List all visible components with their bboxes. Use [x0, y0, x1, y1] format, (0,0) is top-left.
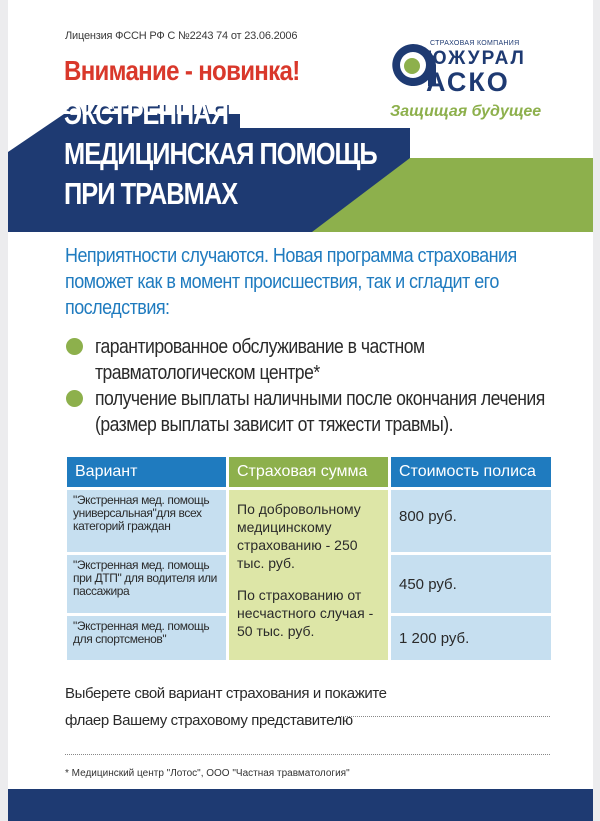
sum-accident: По страхованию от несчастного случая - 50 тыс. руб.	[237, 587, 374, 639]
bullet-dot-icon	[66, 390, 83, 407]
cta-line-2: флаер Вашему страховому представителю	[65, 712, 353, 729]
title-line-1: ЭКСТРЕННАЯ	[64, 96, 228, 131]
row-2-variant: "Экстренная мед. помощь при ДТП" для водителя или пассажира	[67, 555, 226, 613]
fill-in-line	[338, 716, 550, 717]
row-2-price: 450 руб.	[391, 555, 551, 613]
logo-company-type: СТРАХОВАЯ КОМПАНИЯ	[430, 40, 520, 47]
logo-name-line2: АСКО	[426, 67, 510, 97]
attention-heading: Внимание - новинка!	[64, 55, 300, 86]
header-price: Стоимость полиса	[391, 457, 551, 487]
cta-line-1: Выберете свой вариант страхования и покажите	[65, 685, 387, 702]
fill-in-line	[65, 754, 550, 755]
logo-slogan: Защищая будущее	[390, 103, 542, 120]
logo-name-line1: ЮЖУРАЛ	[427, 48, 526, 69]
row-1-variant: "Экстренная мед. помощь универсальная"для всех категорий граждан	[67, 490, 226, 552]
benefits-list	[65, 334, 593, 438]
benefit-item: гарантированное обслуживание в частном травматологическом центре*	[65, 334, 593, 386]
insurance-sum-cell	[229, 490, 388, 660]
row-1-price: 800 руб.	[391, 490, 551, 552]
bullet-dot-icon	[66, 338, 83, 355]
benefit-item: получение выплаты наличными после окончания лечения (размер выплаты зависит от тяжести травмы).	[65, 386, 593, 438]
main-title	[64, 94, 377, 214]
row-3-variant: "Экстренная мед. помощь для спортсменов"	[67, 616, 226, 660]
title-line-2: МЕДИЦИНСКАЯ ПОМОЩЬ	[64, 136, 377, 171]
license-text: Лицензия ФССН РФ С №2243 74 от 23.06.2006	[65, 30, 298, 42]
row-3-price: 1 200 руб.	[391, 616, 551, 660]
call-to-action	[65, 680, 387, 734]
footnote: * Медицинский центр "Лотос", ООО "Частная травматология"	[65, 768, 350, 779]
intro-text: Неприятности случаются. Новая программа страхования поможет как в момент происшествия, так и сгладит его последствия:	[65, 245, 517, 319]
title-line-3: ПРИ ТРАВМАХ	[64, 176, 238, 211]
header-sum: Страховая сумма	[229, 457, 388, 487]
header-variant: Вариант	[67, 457, 226, 487]
pricing-table	[67, 457, 551, 660]
flyer-page	[8, 0, 593, 821]
sum-medical: По добровольному медицинскому страхованию - 250 тыс. руб.	[237, 501, 361, 571]
bottom-bar	[8, 789, 593, 821]
